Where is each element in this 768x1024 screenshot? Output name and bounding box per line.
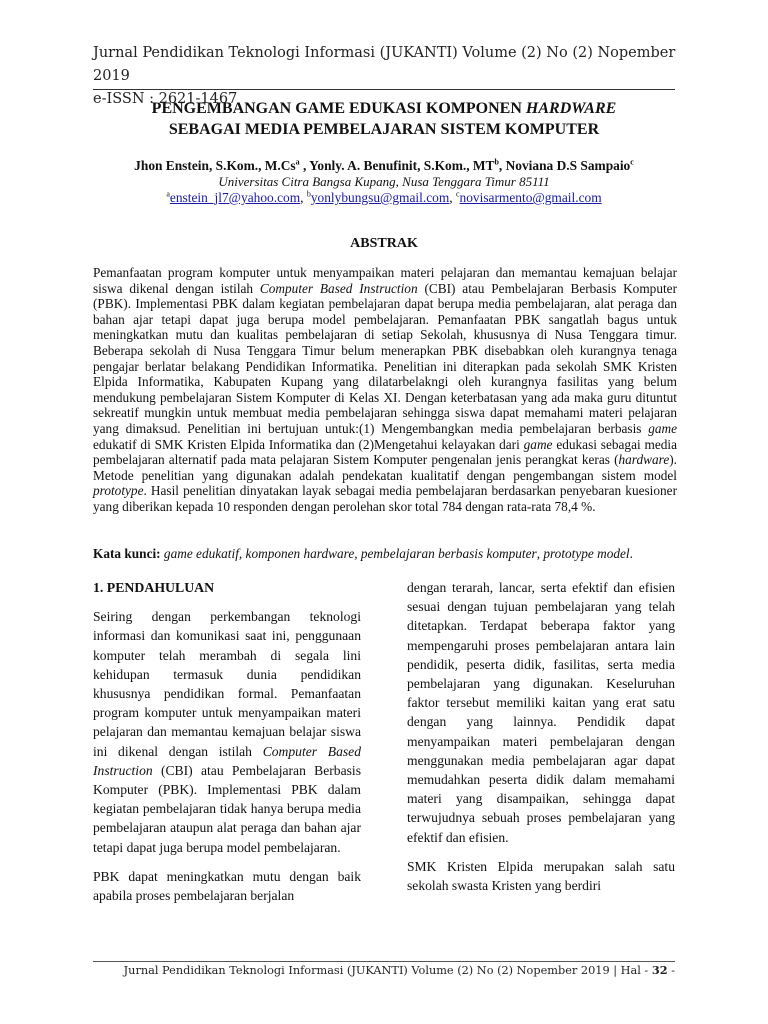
abstract-heading: ABSTRAK — [350, 236, 418, 251]
abstract-text-5: ). Metode penelitian yang digunakan adalah pendekatan kualitatif dengan pengembangan sistem model — [93, 452, 677, 483]
left-p1-text: Seiring dengan perkembangan teknologi informasi dan komunikasi saat ini, penggunaan komputer telah merambah di segala lini kehidupan termasuk dunia pendidikan khususnya pendidikan formal. Pemanfaatan program komputer untuk menyampaikan materi pelajaran dan memantau kemajuan belajar siswa ini dikenal dengan istilah — [93, 609, 361, 759]
email-3-sup: c — [455, 189, 460, 199]
author-names — [60, 158, 708, 174]
left-paragraph-2: PBK dapat meningkatkan mutu dengan baik apabila proses pembelajaran berjalan — [93, 868, 361, 904]
paper-title — [60, 98, 708, 140]
abstract-text-6: . Hasil penelitian dinyatakan layak sebagai media pembelajaran berdasarkan penyebaran kuesioner yang diberikan kepada 10 responden dengan perolehan skor total 784 dengan rata-rata 78,4 %. — [93, 483, 677, 514]
right-column — [407, 578, 675, 905]
keywords-end: . — [629, 546, 633, 561]
email-link-3[interactable]: novisarmento@gmail.com — [459, 190, 602, 205]
right-paragraph-1: dengan terarah, lancar, serta efektif dan efisien sesuai dengan tujuan pembelajaran yang telah ditetapkan. Terdapat beberapa faktor yang mempengaruhi proses pembelajaran antara lain pendidik, peserta didik, fasilitas, serta media pembelajaran yang digunakan. Keseluruhan faktor tersebut memiliki kaitan yang erat satu dengan yang lainnya. Pendidik dapat menyampaikan materi pembelajaran dengan menggunakan media pembelajaran agar dapat memudahkan peserta didik dalam memahami materi yang disampaikan, sehingga dapat terwujudnya sebuah proses pembelajaran yang efektif dan efisien. — [407, 580, 675, 845]
email-link-1[interactable]: enstein_jl7@yahoo.com — [169, 190, 301, 205]
author-3-sup: c — [630, 157, 634, 167]
abstract-text-1: Pemanfaatan program komputer untuk menyampaikan materi pelajaran dan memantau kemajuan belajar siswa dikenal dengan istilah — [93, 265, 677, 296]
author-3: , Noviana D.S Sampaio — [498, 158, 631, 173]
abstract-italic-cbi: Computer Based Instruction — [259, 280, 418, 296]
left-paragraph-1 — [93, 607, 361, 857]
author-2-sup: b — [494, 157, 499, 167]
title-hardware-emphasis: HARDWARE — [525, 100, 617, 117]
abstract-italic-prototype: prototype — [93, 483, 144, 499]
footer-text: Jurnal Pendidikan Teknologi Informasi (JUKANTI) Volume (2) No (2) Nopember 2019 | Hal - — [123, 964, 652, 977]
abstract-italic-game-1: game — [648, 420, 677, 436]
author-1-sup: a — [295, 157, 300, 167]
affiliation: Universitas Citra Bangsa Kupang, Nusa Tenggara Timur 85111 — [218, 174, 550, 189]
abstract-italic-game-2: game — [523, 436, 553, 452]
right-paragraph-2: SMK Kristen Elpida merupakan salah satu sekolah swasta Kristen yang berdiri — [407, 858, 675, 894]
abstract-italic-hardware: hardware — [618, 452, 670, 468]
left-column — [93, 578, 361, 915]
journal-header-title: Jurnal Pendidikan Teknologi Informasi (JUKANTI) Volume (2) No (2) Nopember 2019 — [93, 45, 676, 84]
keywords — [93, 546, 677, 562]
keywords-list: game edukatif, komponen hardware, pembelajaran berbasis komputer — [160, 546, 537, 561]
email-link-2[interactable]: yonlybungsu@gmail.com — [310, 190, 450, 205]
abstract-text-4: edukasi sebagai media pembelajaran alternatif pada mata pelajaran Sistem Komputer pengenalan jenis perangkat keras ( — [93, 436, 678, 468]
abstract-text-3: edukatif di SMK Kristen Elpida Informatika dan (2)Mengetahui kelayakan dari — [93, 436, 524, 452]
left-p1-rest: (CBI) atau Pembelajaran Berbasis Komputer (PBK). Implementasi PBK dalam kegiatan pembelajaran tidak hanya berupa media pembelajaran ataupun alat peraga dan bahan ajar tetapi dapat juga berupa model pembelajaran. — [93, 762, 361, 855]
title-line2: SEBAGAI MEDIA PEMBELAJARAN SISTEM KOMPUTER — [168, 121, 600, 138]
author-emails: $^a$enstein_jl7@yahoo.com, $^b$yonlybungsu@gmail.com, $^c$novisarmento@gmail.com — [166, 189, 602, 205]
keywords-last: prototype model — [543, 546, 630, 561]
footer-end: - — [667, 964, 675, 977]
page-number: 32 — [651, 963, 668, 977]
email-2-sup: b — [306, 189, 311, 199]
author-1: Jhon Enstein, S.Kom., M.Cs — [134, 158, 296, 173]
section-heading: 1. PENDAHULUAN — [93, 580, 215, 595]
left-p1-italic: Computer Based Instruction — [93, 743, 361, 778]
author-2: , Yonly. A. Benufinit, S.Kom., MT — [299, 158, 495, 173]
email-1-sup: a — [166, 189, 170, 199]
keywords-separator: , — [536, 546, 544, 561]
abstract-body — [93, 265, 677, 515]
abstract-text-2: (CBI) atau Pembelajaran Berbasis Komputer (PBK). Implementasi PBK dalam kegiatan pembelajaran dapat berupa media pembelajaran, alat peraga dan bahan ajar tetapi dapat juga berupa model pembelajaran. Pemanfaatan PBK sangatlah bagus untuk meningkatkan mutu dan kualitas pembelajaran di setiap Sekolah, khususnya di Nusa Tenggara timur. Beberapa sekolah di Nusa Tenggara Timur belum menerapkan PBK disebabkan oleh kurangnya tenaga pengajar berlatar belakang Pendidikan Informatika. Penelitian ini diterapkan pada sekolah SMK Kristen Elpida Informatika, Kabupaten Kupang yang dilatarbelakngi oleh kurangnya fasilitas yang belum mendukung pembelajaran Sistem Komputer di Kelas XI. Dengan keterbatasan yang ada maka guru dituntut sekreatif mungkin untuk membuat media pembelajaran sehingga siswa dapat memahami materi pelajaran yang dimaksud. Penelitian ini bertujuan untuk:(1) Mengembangkan media pembelajaran berbasis — [93, 280, 677, 436]
title-line1: PENGEMBANGAN GAME EDUKASI KOMPONEN — [151, 100, 526, 117]
header-divider — [93, 89, 675, 90]
keywords-label: Kata kunci: — [93, 546, 161, 561]
journal-header-issn: e-ISSN : 2621-1467 — [93, 91, 238, 107]
page-footer — [93, 962, 675, 979]
author-block — [60, 158, 708, 206]
